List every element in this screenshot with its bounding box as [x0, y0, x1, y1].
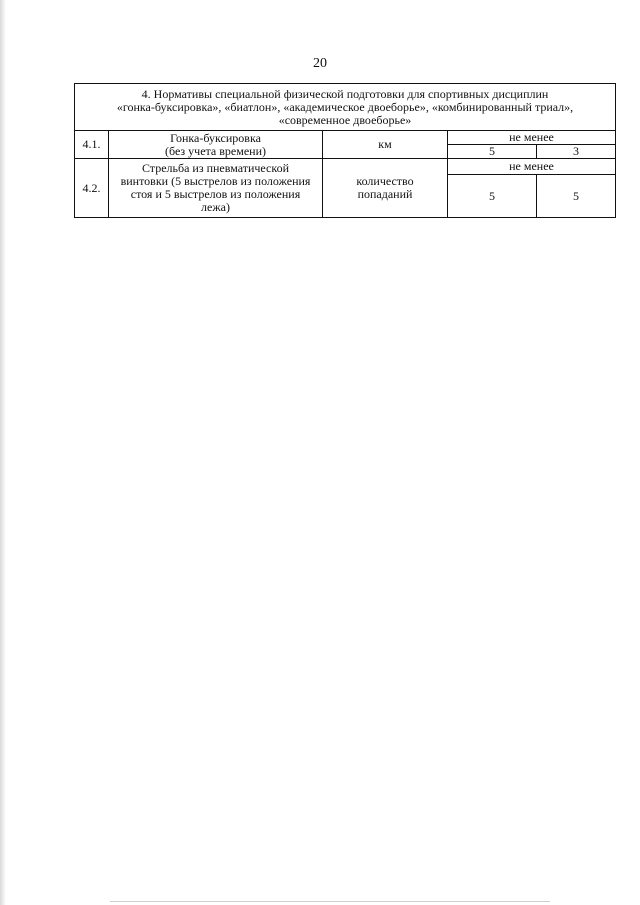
- scan-edge-shadow: [0, 0, 6, 905]
- table-row-4-1: [75, 131, 616, 145]
- page-number: 20: [313, 56, 327, 71]
- norm-header-cell: не менее: [448, 131, 616, 145]
- exercise-line: лежа): [201, 200, 230, 214]
- unit-cell: [323, 159, 448, 218]
- exercise-line: Гонка-буксировка: [170, 130, 261, 145]
- unit-line: попаданий: [357, 187, 413, 201]
- norm-value-cell: 5: [448, 175, 537, 218]
- exercise-line: (без учета времени): [165, 143, 266, 158]
- table-title-row: [75, 84, 616, 131]
- row-number: 4.2.: [75, 159, 109, 218]
- table-title-line: 4. Нормативы специальной физической подготовки для спортивных дисциплин: [141, 86, 549, 101]
- table-row-4-2: [75, 159, 616, 175]
- row-number: 4.1.: [75, 131, 109, 159]
- table-title: [75, 84, 616, 131]
- unit-cell: [323, 131, 448, 159]
- norms-table: [74, 83, 616, 218]
- unit-line: км: [378, 137, 392, 151]
- table-title-line: «современное двоеборье»: [278, 112, 412, 127]
- exercise-line: стоя и 5 выстрелов из положения: [130, 187, 301, 201]
- exercise-cell: [109, 131, 323, 159]
- exercise-line: Стрельба из пневматической: [141, 161, 290, 175]
- scan-bottom-line: [110, 901, 550, 902]
- norm-value-cell: 5: [537, 175, 616, 218]
- exercise-cell: [109, 159, 323, 218]
- exercise-line: винтовки (5 выстрелов из положения: [120, 174, 311, 188]
- unit-line: количество: [356, 174, 414, 188]
- table-title-line: «гонка-буксировка», «биатлон», «академическое двоеборье», «комбинированный триал»,: [116, 99, 574, 114]
- norm-value-cell: 3: [537, 145, 616, 159]
- norm-value-cell: 5: [448, 145, 537, 159]
- norm-header-cell: не менее: [448, 159, 616, 175]
